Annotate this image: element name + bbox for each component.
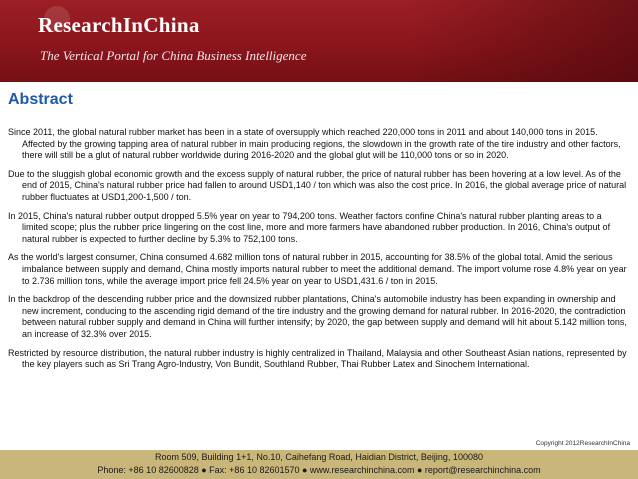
abstract-body [8, 127, 630, 378]
paragraph-consumption: As the world's largest consumer, China consumed 4.682 million tons of natural rubber in 2015, accounting for 38.5% of the global total. Amid the serious imbalance between supply and demand, China mostly imports natural rubber to meet the additional demand. The import volume rose 4.8% year on year to 2.736 million tons, while the average import price fell 24.5% year on year to USD1,431.6 / ton in 2015. [8, 252, 627, 286]
paragraph-price: Due to the sluggish global economic growth and the excess supply of natural rubber, the price of natural rubber has been hovering at a low level. As of the end of 2015, China's natural rubber price had fallen to around USD1,140 / ton which was also the cost price. In 2016, the global average price of natural rubber fluctuates at USD1,200-1,500 / ton. [8, 168, 627, 202]
paragraph-demand: In the backdrop of the descending rubber price and the downsized rubber plantations, China's automobile industry has been expanding in ownership and new increment, conducing to the ascending rigid demand of the tire industry and the growing demand for natural rubber. In 2016-2020, the contradiction between natural rubber supply and demand in China will further intensify; by 2020, the gap between supply and demand will hit about 5.142 million tons, an increase of 32.3% over 2015. [8, 294, 627, 339]
paragraph-oversupply: Since 2011, the global natural rubber market has been in a state of oversupply which reached 220,000 tons in 2011 and about 140,000 tons in 2015. Affected by the growing tapping area of natural rubber in main producing regions, the slowdown in the growth rate of the tire industry and other factors, there will still be a glut of natural rubber worldwide during 2016-2020 and the global glut will be 110,000 tons or so in 2020. [8, 127, 621, 161]
tagline: The Vertical Portal for China Business Intelligence [40, 48, 307, 63]
logo: ResearchInChina [38, 13, 200, 37]
copyright-note: Copyright 2012ResearchInChina [535, 440, 630, 447]
header-banner [0, 0, 638, 82]
footer-bar [0, 450, 638, 479]
paragraph-distribution: Restricted by resource distribution, the natural rubber industry is highly centralized in Thailand, Malaysia and other Southeast Asian nations, represented by the key players such as Sri Trang Agro-Industry, Von Bundit, Southland Rubber, Thai Rubber Latex and Sinochem International. [8, 347, 627, 370]
paragraph-output: In 2015, China's natural rubber output dropped 5.5% year on year to 794,200 tons. Weather factors confine China's natural rubber planting areas to a limited scope; plus the rubber price lingering on the cost line, more and more farmers have abandoned rubber production. In 2016, China's output of natural rubber is expected to further decline by 5.3% to 752,100 tons. [8, 210, 611, 244]
header-shade [408, 0, 638, 82]
page-title: Abstract [8, 91, 73, 108]
footer-address: Room 509, Building 1+1, No.10, Caihefang Road, Haidian District, Beijing, 100080 [155, 452, 483, 462]
footer-contact: Phone: +86 10 82600828 ● Fax: +86 10 82601570 ● www.researchinchina.com ● report@researchinchina.com [97, 465, 541, 475]
